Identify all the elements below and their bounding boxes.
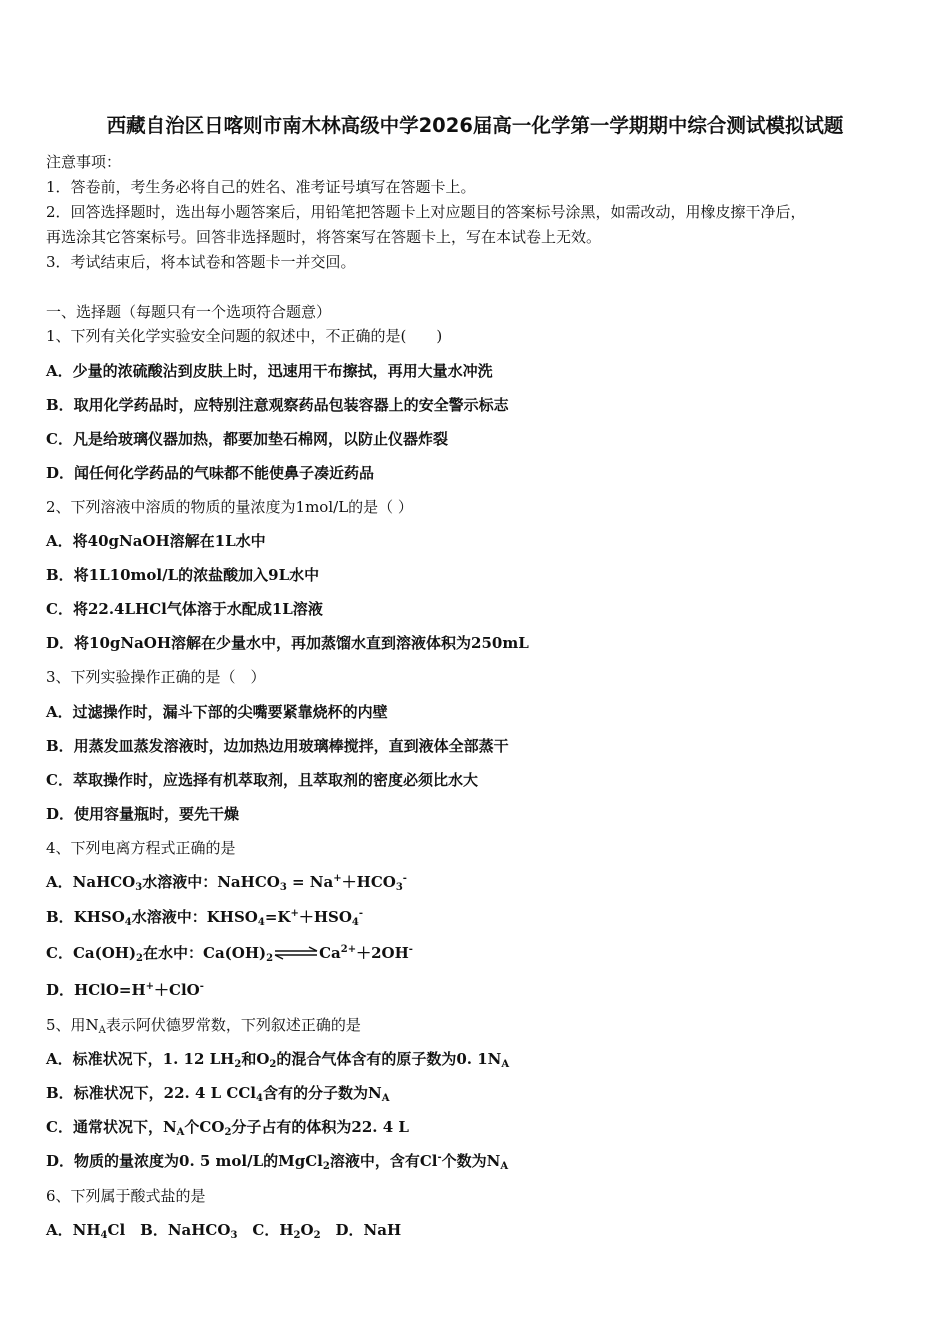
question-stem: 1、下列有关化学实验安全问题的叙述中，不正确的是( ) xyxy=(46,327,443,345)
option-a: A．标准状况下，1. 12 $LH_2$和$O_2$的混合气体含有的原子数为0. $1N_A$ xyxy=(46,1050,510,1070)
option-c: C．$Ca(OH)_2$在水中：$Ca(OH)_2$ $Ca^{2+}+2OH^-$ xyxy=(46,944,413,964)
question-stem: 4、下列电离方程式正确的是 xyxy=(46,839,236,857)
options-row: A．$NH_4Cl$ B．NaHCO$_3$ C．$H_2O_2$ D．NaH xyxy=(46,1221,402,1241)
option-d: D．物质的量浓度为0. 5 mol/L的MgCl$_2$溶液中，含有Cl-个数为$N_A$ xyxy=(46,1152,509,1172)
option-a: A．NaHCO$_3$水溶液中：NaHCO$_3$ = $Na^++HCO_3^-$ xyxy=(46,873,407,893)
question-stem: 2、下列溶液中溶质的物质的量浓度为1mol/L的是（ ） xyxy=(46,498,413,516)
option-d: D．将10gNaOH溶解在少量水中，再加蒸馏水直到溶液体积为250mL xyxy=(46,634,529,652)
option-b: B．取用化学药品时，应特别注意观察药品包装容器上的安全警示标志 xyxy=(46,396,509,414)
question-stem: 6、下列属于酸式盐的是 xyxy=(46,1187,206,1205)
option-b: B．将1L10mol/L的浓盐酸加入9L水中 xyxy=(46,566,320,584)
notice-item: 3．考试结束后，将本试卷和答题卡一并交回。 xyxy=(46,253,356,271)
option-b: B．标准状况下，22. 4 L CCl$_4$含有的分子数为$N_A$ xyxy=(46,1084,390,1104)
option-d: D．闻任何化学药品的气味都不能使鼻子凑近药品 xyxy=(46,464,375,482)
option-c: C．将22.4LHCl气体溶于水配成1L溶液 xyxy=(46,600,323,618)
question-stem: 3、下列实验操作正确的是（ ） xyxy=(46,668,266,686)
notice-item: 再选涂其它答案标号。回答非选择题时，将答案写在答题卡上，写在本试卷上无效。 xyxy=(46,228,602,246)
option-d: D．HClO=H+＋ClO- xyxy=(46,981,204,999)
page-title: 西藏自治区日喀则市南木林高级中学2026届高一化学第一学期期中综合测试模拟试题 xyxy=(106,114,844,137)
notice-item: 2．回答选择题时，选出每小题答案后，用铅笔把答题卡上对应题目的答案标号涂黑，如需改动，用橡皮擦干净后， xyxy=(46,203,806,221)
section-heading: 一、选择题（每题只有一个选项符合题意） xyxy=(46,303,332,321)
option-c: C．萃取操作时，应选择有机萃取剂，且萃取剂的密度必须比水大 xyxy=(46,771,478,789)
question-stem: 5、用$N_A$表示阿伏德罗常数，下列叙述正确的是 xyxy=(46,1016,361,1036)
option-b: B．$KHSO_4$水溶液中：$KHSO_4=K^++HSO_4^-$ xyxy=(46,908,364,928)
option-a: A．少量的浓硫酸沾到皮肤上时，迅速用干布擦拭，再用大量水冲洗 xyxy=(46,362,493,380)
notice-item: 1．答卷前，考生务必将自己的姓名、准考证号填写在答题卡上。 xyxy=(46,178,476,196)
equilibrium-arrow-icon xyxy=(273,946,319,960)
option-a: A．将40gNaOH溶解在1L水中 xyxy=(46,532,266,550)
option-d: D．使用容量瓶时，要先干燥 xyxy=(46,805,240,823)
option-c: C．凡是给玻璃仪器加热，都要加垫石棉网，以防止仪器炸裂 xyxy=(46,430,448,448)
notice-heading: 注意事项： xyxy=(46,153,122,171)
option-c: C．通常状况下，$N_A$个$CO_2$分子占有的体积为22. 4 L xyxy=(46,1118,409,1138)
option-b: B．用蒸发皿蒸发溶液时，边加热边用玻璃棒搅拌，直到液体全部蒸干 xyxy=(46,737,509,755)
option-a: A．过滤操作时，漏斗下部的尖嘴要紧靠烧杯的内壁 xyxy=(46,703,388,721)
